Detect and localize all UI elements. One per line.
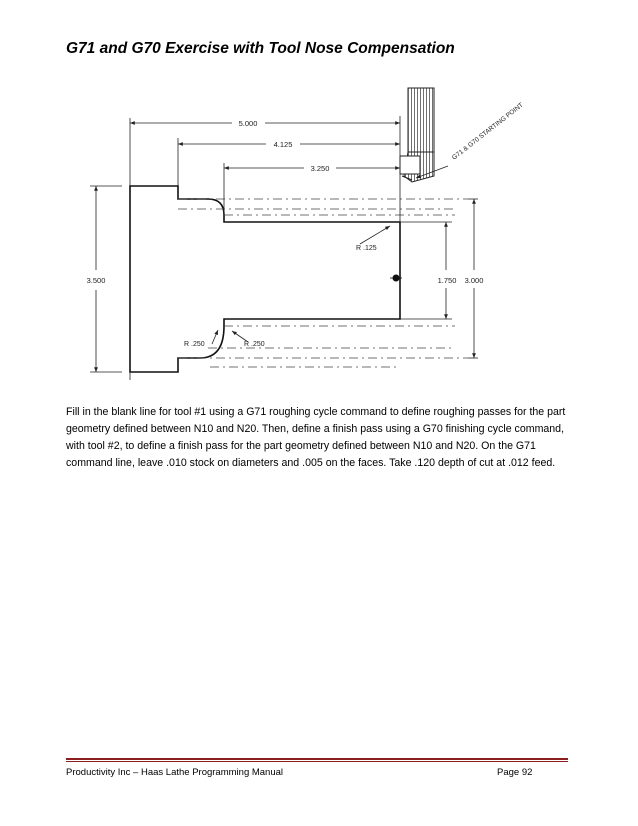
footer-page-number: Page 92 bbox=[497, 767, 533, 778]
dim-overall-length: 5.000 bbox=[238, 119, 258, 128]
vertical-dims bbox=[96, 186, 474, 372]
dim-length-2: 4.125 bbox=[273, 140, 293, 149]
page-title: G71 and G70 Exercise with Tool Nose Compensation bbox=[66, 40, 455, 57]
part-drawing bbox=[60, 78, 580, 388]
cutting-tool bbox=[400, 88, 434, 182]
dim-diameter-left: 3.500 bbox=[86, 276, 106, 285]
part-outline bbox=[130, 186, 400, 372]
instructions-paragraph: Fill in the blank line for tool #1 using a G71 roughing cycle command to define roughing passes for the part geometry defined between N10 and N20. Then, define a finish pass using a G70 finishing cycle command, with tool #2, to define a finish pass for the part geometry defined between N10 and N20. On the G71 command line, leave .010 stock on diameters and .005 on the faces. Take .120 depth of cut at .012 feed. bbox=[66, 406, 566, 469]
radius-top-label: R .125 bbox=[356, 245, 377, 252]
footer-rule bbox=[66, 758, 568, 762]
dim-diameter-mid: 1.750 bbox=[437, 276, 457, 285]
dim-length-3: 3.250 bbox=[310, 164, 330, 173]
radius-bottom-left-label: R .250 bbox=[184, 341, 205, 348]
radius-bottom-right-label: R .250 bbox=[244, 341, 265, 348]
footer-manual-title: Productivity Inc – Haas Lathe Programming Manual bbox=[66, 767, 284, 778]
dim-diameter-right: 3.000 bbox=[464, 276, 484, 285]
starting-point-label: G71 & G70 STARTING POINT bbox=[450, 101, 525, 162]
horizontal-dims bbox=[130, 123, 400, 168]
